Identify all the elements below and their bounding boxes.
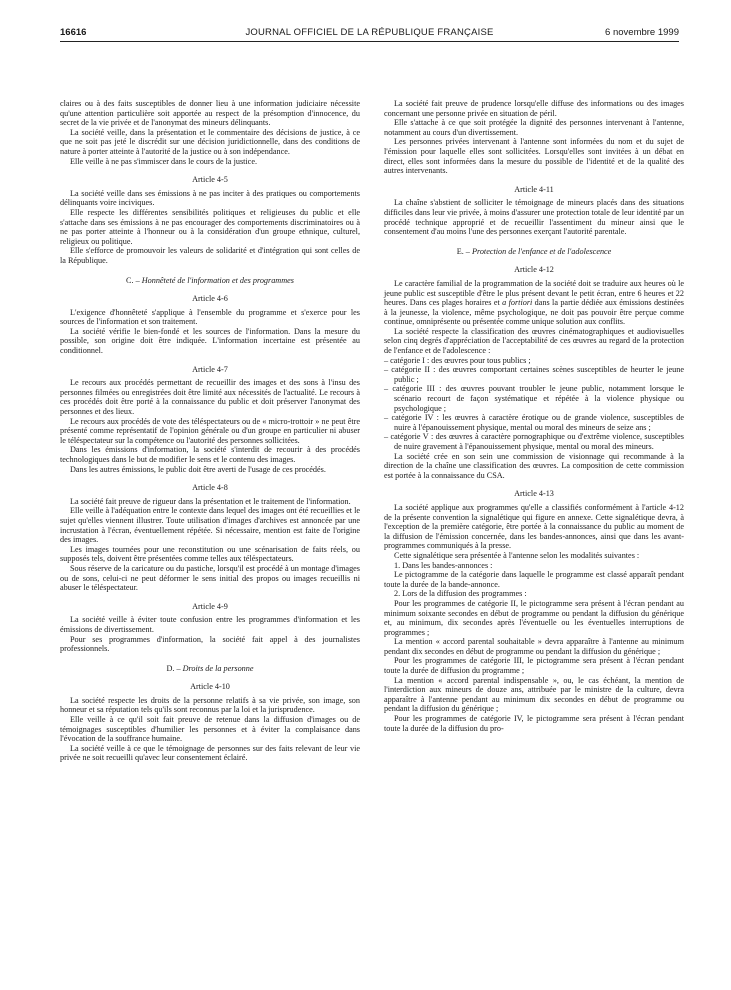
article-heading: Article 4-8: [192, 483, 228, 493]
paragraph: Sous réserve de la caricature ou du pastiche, lorsqu'il est procédé à un montage d'images ou de sons, celui-ci ne peut déformer le sens initial des propos ou images recueillis ni abuser le téléspectateur.: [60, 563, 360, 593]
paragraph: Elle veille à l'adéquation entre le contexte dans lequel des images ont été recueillies et le sujet qu'elles viennent illustrer. Toute utilisation d'images d'archives est annoncée par une incrustation à l'écran, éventuellement répétée. Si nécessaire, mention est faite de l'origine des images.: [60, 506, 360, 545]
paragraph: 2. Lors de la diffusion des programmes :: [394, 589, 527, 599]
list-item: – catégorie I : des œuvres pour tous publics ;: [384, 355, 531, 365]
list-item: – catégorie IV : les œuvres à caractère érotique ou de grande violence, susceptibles de nuire à l'épanouissement physique, mental ou moral des mineurs de seize ans ;: [384, 413, 684, 432]
category-list: [384, 356, 684, 452]
paragraph: La société veille à éviter toute confusion entre les programmes d'information et les émissions de divertissement.: [60, 615, 360, 634]
paragraph: Le pictogramme de la catégorie dans laquelle le programme est classé apparaît pendant toute la durée de la bande-annonce.: [384, 570, 684, 589]
article-heading: Article 4-12: [514, 265, 554, 275]
paragraph: 1. Dans les bandes-annonces :: [394, 560, 493, 570]
section-title: Protection de l'enfance et de l'adolescence: [471, 246, 612, 256]
list-item: – catégorie II : des œuvres comportant certaines scènes susceptibles de heurter le jeune public ;: [384, 365, 684, 384]
text-run: dans la partie dédiée aux émissions destinées à la jeunesse, la violence, même psychologique, ne doit pas pouvoir être perçue comme continue, omniprésente ou présentée comme unique solution aux conflits.: [384, 298, 684, 327]
page-number: 16616: [60, 27, 87, 38]
article-heading: Article 4-7: [192, 364, 228, 374]
paragraph: Le recours aux procédés de vote des téléspectateurs ou de « micro-trottoir » ne peut être présenté comme représentatif de l'opinion générale ou d'un groupe en particulier ni abuser le téléspectateur sur la compétence ou l'autorité des personnes sollicitées.: [60, 416, 360, 445]
paragraph: La société applique aux programmes qu'elle a classifiés conformément à l'article 4-12 de la présente convention la signalétique qui figure en annexe. Cette signalétique devra, à l'exception de la première catégorie, être portée à la connaissance du public au moment de la diffusion de l'émission concernée, dans les bandes-annonces, ainsi que dans les avant-programmes communiqués à la presse.: [384, 502, 684, 551]
list-item: – catégorie III : des œuvres pouvant troubler le jeune public, notamment lorsque le scénario recourt de façon systématique et répétée à la violence physique ou psychologique ;: [384, 384, 684, 413]
section-title: Droits de la personne: [182, 663, 254, 673]
section-prefix: E. –: [456, 246, 472, 256]
paragraph: La société crée en son sein une commission de visionnage qui recommande à la direction de la chaîne une classification des œuvres. La composition de cette commission est portée à la connaissance du CSA.: [384, 451, 684, 480]
header-rule: [60, 41, 679, 42]
article-heading: Article 4-5: [192, 175, 228, 185]
section-heading: [60, 664, 360, 674]
article-heading: Article 4-13: [514, 489, 554, 499]
paragraph: Dans les autres émissions, le public doit être averti de l'usage de ces procédés.: [70, 464, 326, 474]
paragraph: Elle s'attache à ce que soit protégée la dignité des personnes intervenant à l'antenne, notamment au cours d'un divertissement.: [384, 118, 684, 137]
left-column: [60, 99, 360, 763]
section-prefix: D. –: [166, 663, 183, 673]
paragraph: Les personnes privées intervenant à l'antenne sont informées du nom et du sujet de l'émission pour laquelle elles sont sollicitées. Lorsqu'elles sont invitées à un débat en direct, elles sont informées dans la mesure du possible de l'identité et de la qualité des autres intervenants.: [384, 137, 684, 176]
section-heading: [384, 247, 684, 257]
paragraph: Elle veille à ne pas s'immiscer dans le cours de la justice.: [70, 156, 257, 166]
paragraph: Dans les émissions d'information, la société s'interdit de recourir à des procédés technologiques dans le but de modifier le sens et le contenu des images.: [60, 445, 360, 464]
section-title: Honnêteté de l'information et des programmes: [141, 275, 294, 285]
paragraph: La société respecte la classification des œuvres cinématographiques et audiovisuelles selon cinq degrés d'appréciation de l'acceptabilité de ces œuvres au regard de la protection de l'enfance et de l'adolescence :: [384, 326, 684, 356]
article-heading: Article 4-9: [192, 601, 228, 611]
paragraph: La chaîne s'abstient de solliciter le témoignage de mineurs placés dans des situations difficiles dans leur vie privée, à moins d'assurer une protection totale de leur identité par un procédé technique approprié et de recueillir l'assentiment du mineur ainsi que le consentement d'au moins l'une des personnes exerçant l'autorité parentale.: [384, 198, 684, 237]
paragraph: Cette signalétique sera présentée à l'antenne selon les modalités suivantes :: [394, 550, 640, 560]
section-heading: [60, 276, 360, 286]
paragraph: La société veille, dans la présentation et le commentaire des décisions de justice, à ce que ne soit pas jeté le discrédit sur une décision juridictionnelle, dans des conditions de nature à porter atteinte à l'autorité de la justice ou à son indépendance.: [60, 127, 360, 156]
right-column: [384, 99, 684, 733]
page-header: [60, 27, 679, 41]
list-item: – catégorie V : des œuvres à caractère pornographique ou d'extrême violence, susceptibles de nuire gravement à l'épanouissement physique, mental ou moral des mineurs.: [384, 432, 684, 451]
article-heading: Article 4-6: [192, 294, 228, 304]
section-prefix: C. –: [126, 275, 142, 285]
paragraph: Pour les programmes de catégorie II, le pictogramme sera présent à l'écran pendant au minimum soixante secondes en début de programme ou pendant la diffusion du générique et, au minimum, dix secondes après l'éventuelle ou les éventuelles interruptions de programmes ;: [384, 598, 684, 637]
paragraph: La société vérifie le bien-fondé et les sources de l'information. Dans la mesure du possible, son origine doit être indiquée. L'information incertaine est présentée au conditionnel.: [60, 326, 360, 356]
paragraph: Les images tournées pour une reconstitution ou une scénarisation de faits réels, ou supposés tels, doivent être présentées comme telles aux téléspectateurs.: [60, 544, 360, 564]
paragraph: claires ou à des faits susceptibles de donner lieu à une information judiciaire nécessite qu'une attention particulière soit apportée au respect de la présomption d'innocence, du secret de la vie privée et de l'anonymat des mineurs délinquants.: [60, 99, 360, 128]
paragraph: Le recours aux procédés permettant de recueillir des images et des sons à l'insu des personnes filmées ou enregistrées doit être limité aux nécessités de l'actualité. Le recours à ces procédés doit être porté à la connaissance du public et doit préserver l'anonymat des personnes et des lieux.: [60, 378, 360, 417]
paragraph: La société veille à ce que le témoignage de personnes sur des faits relevant de leur vie privée ne soit recueilli qu'avec leur consentement éclairé.: [60, 743, 360, 763]
paragraph: La société veille dans ses émissions à ne pas inciter à des pratiques ou comportements délinquants voire inciviques.: [60, 188, 360, 208]
paragraph: La société fait preuve de prudence lorsqu'elle diffuse des informations ou des images concernant une personne privée en situation de péril.: [384, 99, 684, 118]
paragraph: Pour ses programmes d'information, la société fait appel à des journalistes professionnels.: [60, 634, 360, 654]
paragraph: Elle veille à ce qu'il soit fait preuve de retenue dans la diffusion d'images ou de témoignages susceptibles d'humilier les personnes et à éviter la complaisance dans l'évocation de la souffrance humaine.: [60, 715, 360, 744]
paragraph: [384, 279, 684, 327]
journal-title: JOURNAL OFFICIEL DE LA RÉPUBLIQUE FRANÇAISE: [245, 27, 494, 38]
paragraph: L'exigence d'honnêteté s'applique à l'ensemble du programme et s'exerce pour les sources de l'information et son traitement.: [60, 307, 360, 327]
paragraph: La société fait preuve de rigueur dans la présentation et le traitement de l'information.: [70, 496, 351, 506]
emphasis: a fortiori: [502, 298, 533, 308]
paragraph: Elle s'efforce de promouvoir les valeurs de solidarité et d'intégration qui sont celles de la République.: [60, 246, 360, 265]
paragraph: Elle respecte les différentes sensibilités politiques et religieuses du public et elle s'attache dans ses émissions à ne pas encourager des comportements discriminatoires ou à ne pas porter atteinte à l'honneur ou à la considération d'un groupe ethnique, culturel, religieux ou politique.: [60, 207, 360, 246]
paragraph: Pour les programmes de catégorie III, le pictogramme sera présent à l'écran pendant toute la durée de diffusion du programme ;: [384, 656, 684, 676]
paragraph: Pour les programmes de catégorie IV, le pictogramme sera présent à l'écran pendant toute la durée de la diffusion du pro-: [384, 714, 684, 733]
text-run: Le caractère familial de la programmation de la société doit se traduire aux heures où le jeune public est susceptible d'être le plus présent devant le petit écran, entre 6 heures et 22 heures. Dans ces plages horaires et: [384, 278, 684, 308]
article-heading: Article 4-11: [514, 184, 554, 194]
paragraph: La mention « accord parental souhaitable » devra apparaître à l'antenne au minimum pendant dix secondes en début de programme ou pendant la diffusion du générique ;: [384, 637, 684, 656]
issue-date: 6 novembre 1999: [605, 27, 679, 38]
paragraph: La mention « accord parental indispensable », ou, le cas échéant, la mention de l'interdiction aux mineurs de douze ans, attribuée par le ministre de la culture, devra apparaître à l'antenne pendant au minimum dix secondes en début de programme ou pendant la diffusion du générique ;: [384, 675, 684, 714]
article-heading: Article 4-10: [190, 682, 230, 692]
paragraph: La société respecte les droits de la personne relatifs à sa vie privée, son image, son honneur et sa réputation tels qu'ils sont reconnus par la loi et la jurisprudence.: [60, 695, 360, 715]
